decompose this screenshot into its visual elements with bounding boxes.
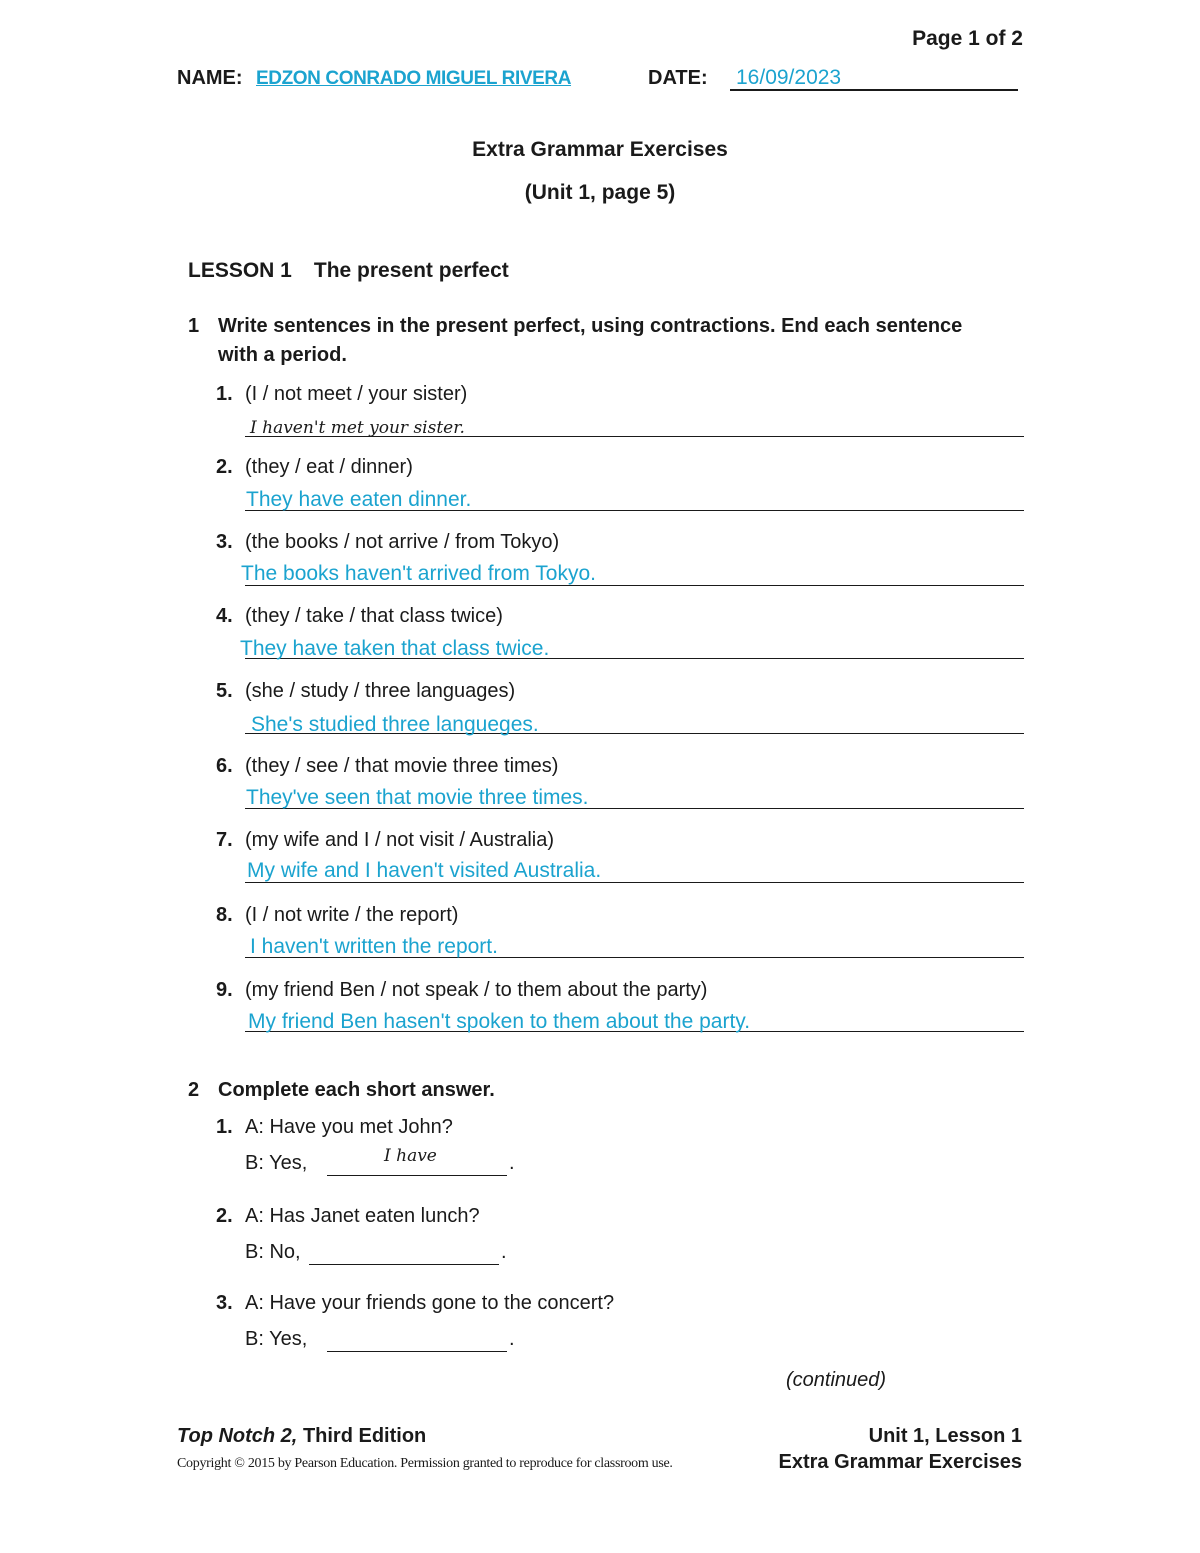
item-1-number: 1. <box>216 383 233 405</box>
item-7-prompt: (my wife and I / not visit / Australia) <box>245 829 554 851</box>
lesson-label: LESSON 1 <box>188 259 292 282</box>
item-9-answer[interactable]: My friend Ben hasen't spoken to them about the party. <box>248 1010 751 1033</box>
footer-book-title <box>177 1425 426 1448</box>
exercise-1-instruction <box>218 312 1038 370</box>
exercise-2-instruction: Complete each short answer. <box>218 1079 495 1101</box>
item-7-number: 7. <box>216 829 233 851</box>
exercise-1-number: 1 <box>188 315 200 337</box>
short-item-3-answer-line[interactable] <box>327 1351 507 1352</box>
item-5-answer[interactable]: She's studied three langueges. <box>251 713 539 736</box>
exercise-2-number: 2 <box>188 1079 200 1101</box>
item-9-prompt: (my friend Ben / not speak / to them about the party) <box>245 979 708 1001</box>
item-3-number: 3. <box>216 531 233 553</box>
reply-prefix: B: Yes, <box>245 1328 308 1350</box>
item-6-number: 6. <box>216 755 233 777</box>
item-3-answer[interactable]: The books haven't arrived from Tokyo. <box>241 562 596 585</box>
page-title: Extra Grammar Exercises <box>472 138 728 161</box>
date-field[interactable]: 16/09/2023 <box>736 66 842 89</box>
item-5-prompt: (she / study / three languages) <box>245 680 516 702</box>
continued-note: (continued) <box>786 1369 887 1391</box>
short-item-3-number: 3. <box>216 1292 233 1314</box>
short-item-2-number: 2. <box>216 1205 233 1227</box>
footer-section: Extra Grammar Exercises <box>778 1451 1022 1473</box>
instruction-line-2: with a period. <box>218 344 347 366</box>
period: . <box>509 1328 515 1350</box>
item-2-number: 2. <box>216 456 233 478</box>
short-item-1-number: 1. <box>216 1116 233 1138</box>
item-4-prompt: (they / take / that class twice) <box>245 605 503 627</box>
item-4-answer[interactable]: They have taken that class twice. <box>240 637 550 660</box>
copyright-notice: Copyright © 2015 by Pearson Education. Permission granted to reproduce for classroom use. <box>177 1456 673 1471</box>
item-4-number: 4. <box>216 605 233 627</box>
reply-prefix: B: Yes, <box>245 1152 308 1174</box>
period: . <box>509 1152 515 1174</box>
lesson-heading <box>188 259 509 283</box>
short-item-1-answer-line <box>327 1175 507 1176</box>
item-6-answer[interactable]: They've seen that movie three times. <box>246 786 589 809</box>
name-label: NAME: <box>177 67 243 89</box>
lesson-topic: The present perfect <box>313 259 509 282</box>
book-edition: Third Edition <box>302 1425 427 1447</box>
footer-unit-lesson: Unit 1, Lesson 1 <box>868 1425 1022 1447</box>
date-label: DATE: <box>648 67 708 89</box>
item-6-prompt: (they / see / that movie three times) <box>245 755 559 777</box>
short-item-2-answer-line[interactable] <box>309 1264 499 1265</box>
item-3-prompt: (the books / not arrive / from Tokyo) <box>245 531 560 553</box>
item-5-number: 5. <box>216 680 233 702</box>
item-2-prompt: (they / eat / dinner) <box>245 456 413 478</box>
reply-prefix: B: No, <box>245 1241 301 1263</box>
item-1-prompt: (I / not meet / your sister) <box>245 383 468 405</box>
short-item-2-reply <box>245 1241 507 1264</box>
short-item-1-question: A: Have you met John? <box>245 1116 453 1138</box>
short-item-1-answer[interactable]: I have <box>384 1146 437 1166</box>
item-8-prompt: (I / not write / the report) <box>245 904 459 926</box>
item-7-answer[interactable]: My wife and I haven't visited Australia. <box>247 859 602 882</box>
item-8-number: 8. <box>216 904 233 926</box>
item-2-answer[interactable]: They have eaten dinner. <box>246 488 472 511</box>
item-8-answer[interactable]: I haven't written the report. <box>250 935 498 958</box>
page-number: Page 1 of 2 <box>912 27 1023 50</box>
instruction-line-1: Write sentences in the present perfect, using contractions. End each sentence <box>218 315 963 337</box>
page-subtitle: (Unit 1, page 5) <box>524 181 676 204</box>
short-item-3-reply <box>245 1328 515 1351</box>
short-item-2-question: A: Has Janet eaten lunch? <box>245 1205 480 1227</box>
item-1-answer[interactable]: I haven't met your sister. <box>250 418 465 438</box>
short-item-3-question: A: Have your friends gone to the concert? <box>245 1292 615 1314</box>
book-title: Top Notch 2, <box>177 1425 298 1447</box>
item-9-number: 9. <box>216 979 233 1001</box>
period: . <box>501 1241 507 1263</box>
name-field[interactable]: EDZON CONRADO MIGUEL RIVERA <box>256 68 572 89</box>
